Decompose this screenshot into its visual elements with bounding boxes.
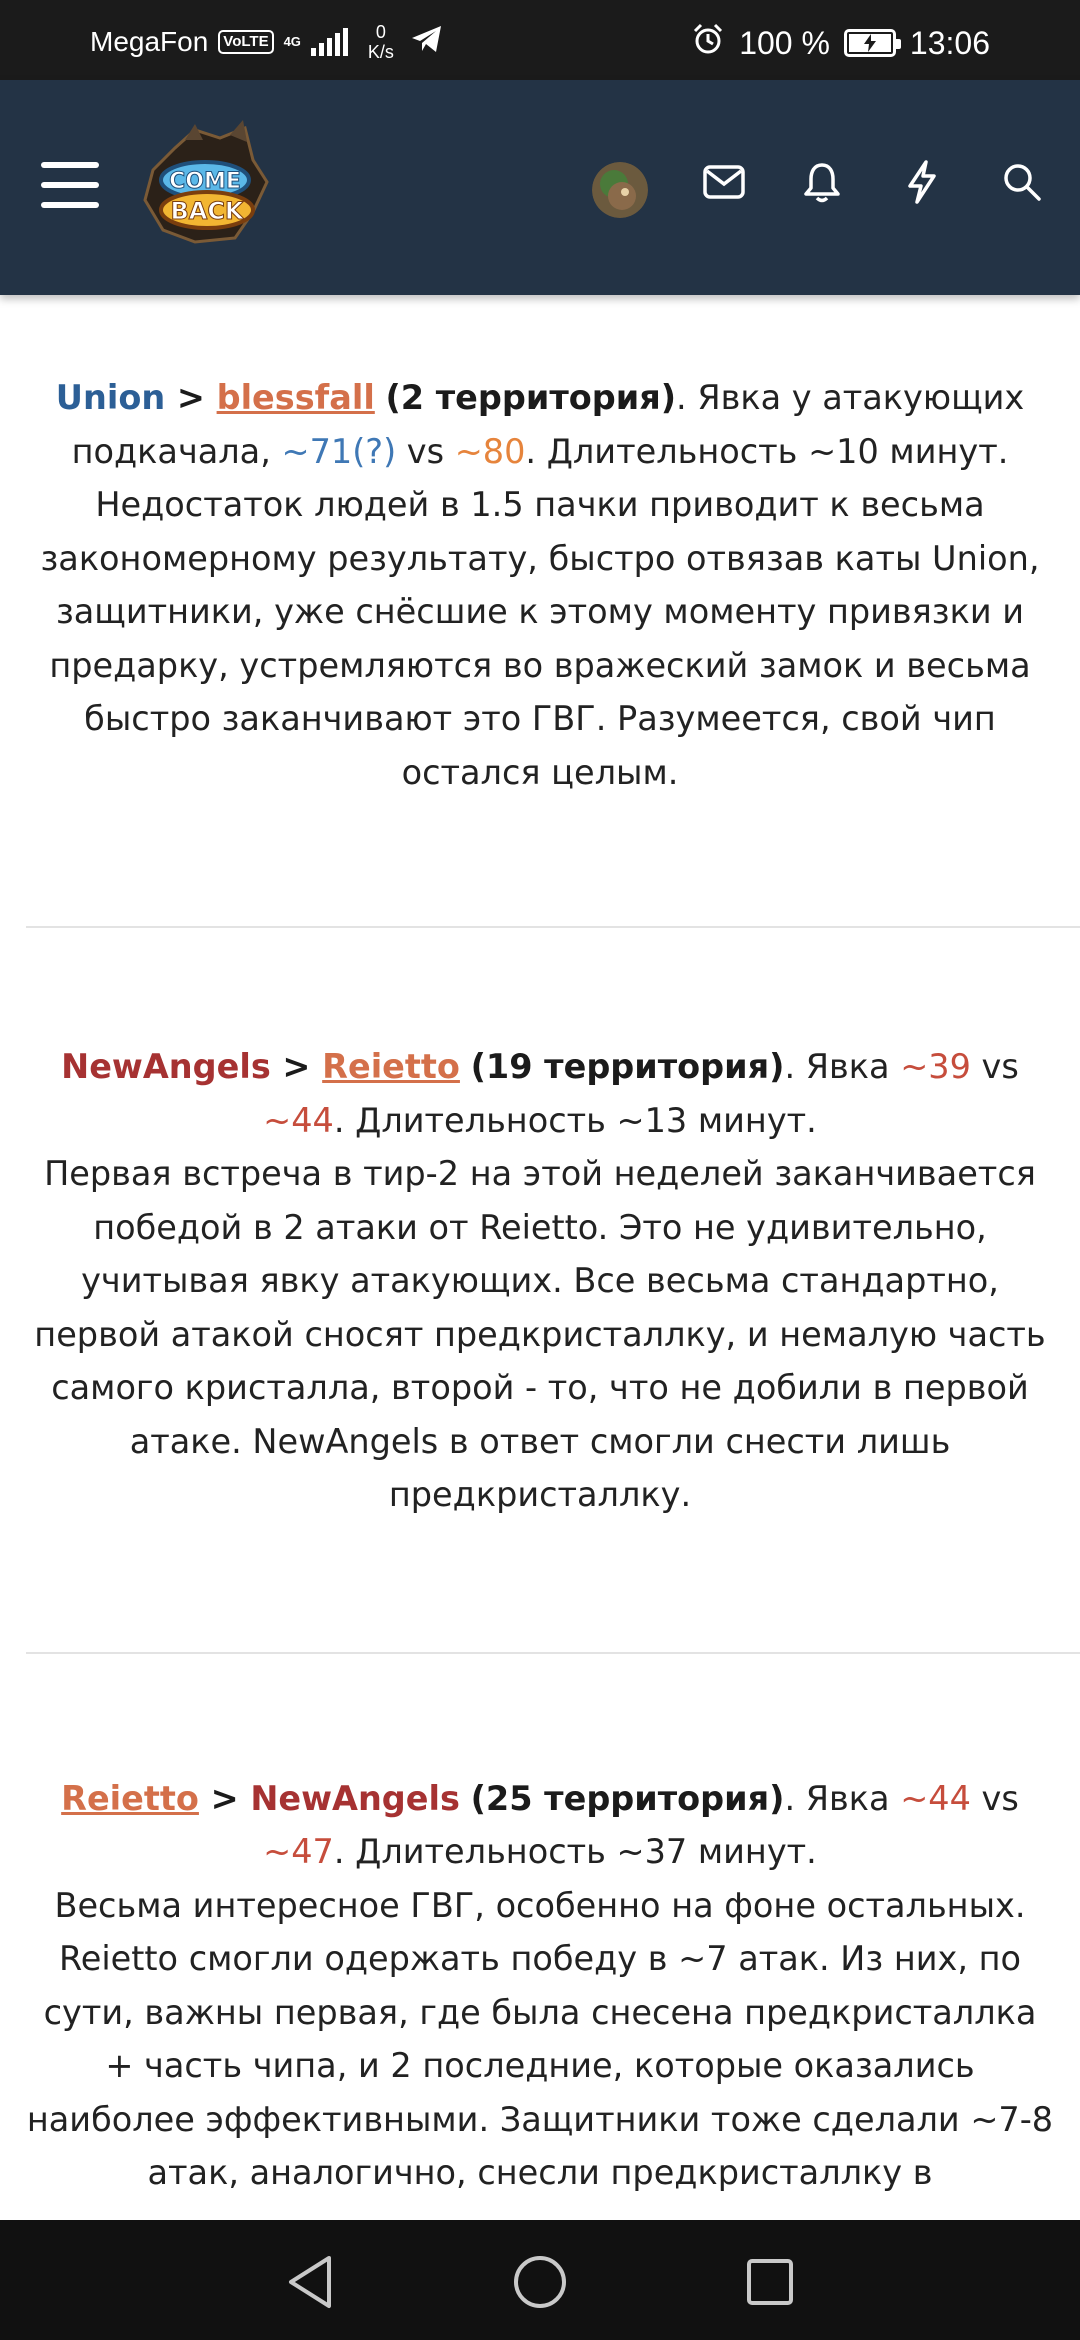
back-icon (285, 2254, 335, 2310)
report-body: Весьма интересное ГВГ, особенно на фоне остальных. Reietto смогли одержать победу в ~7 атак. Из них, по сути, важны первая, где была снесена предкристаллка + часть чипа, и 2 последние, которые оказались наиболее эффективными. Защитники тоже сделали ~7-8 атак, аналогично, снесли предкристаллку в (26, 1885, 1054, 2192)
battery-icon (844, 29, 896, 57)
search-button[interactable] (992, 152, 1052, 212)
back-button[interactable] (278, 2250, 342, 2314)
site-header (0, 80, 1080, 295)
article-content (0, 295, 1080, 2200)
attacker-guild-link[interactable]: Union (55, 378, 166, 417)
gvg-report (0, 1654, 1080, 2200)
defender-guild-link[interactable]: Reietto (322, 1047, 460, 1086)
avatar[interactable] (592, 162, 648, 218)
menu-icon (41, 160, 99, 210)
defender-count: ~47 (263, 1832, 334, 1871)
gvg-report (0, 295, 1080, 799)
territory-label: (19 территория) (470, 1047, 785, 1086)
clock: 13:06 (909, 24, 990, 61)
attacker-guild-link[interactable]: Reietto (61, 1778, 199, 1818)
defender-count: ~44 (263, 1100, 334, 1140)
network-speed (368, 22, 394, 62)
attacker-count: ~39 (900, 1047, 971, 1086)
status-right (691, 22, 990, 64)
alerts-button[interactable] (792, 152, 852, 212)
status-left (90, 22, 444, 62)
result-separator: > (198, 1778, 251, 1818)
intro-text: . Явка (784, 1047, 901, 1086)
vs-text: vs (970, 1778, 1019, 1818)
status-bar (0, 0, 1080, 80)
report-paragraph (26, 371, 1054, 478)
result-separator: > (165, 378, 217, 417)
territory-label: (25 территория) (470, 1778, 785, 1818)
signal-icon (311, 28, 348, 56)
defender-guild-link[interactable]: blessfall (216, 378, 375, 417)
result-separator: > (270, 1047, 323, 1086)
bell-icon (803, 161, 841, 203)
report-paragraph (26, 1772, 1054, 1879)
home-button[interactable] (508, 2250, 572, 2314)
network-type: 4G (283, 34, 301, 49)
search-icon (1002, 162, 1042, 202)
intro-text: . Явка у атакующих подкачала, (71, 378, 1025, 471)
report-paragraph (26, 1040, 1054, 1147)
alarm-icon (691, 22, 725, 64)
defender-guild-link[interactable]: NewAngels (250, 1778, 460, 1818)
inbox-button[interactable] (694, 152, 754, 212)
svg-text:BACK: BACK (170, 197, 244, 225)
menu-button[interactable] (30, 145, 110, 225)
carrier-label: MegaFon (90, 26, 209, 57)
intro-text: . Явка (784, 1778, 901, 1818)
whats-new-button[interactable] (892, 152, 952, 212)
speed-unit: K/s (367, 42, 394, 62)
attacker-guild-link[interactable]: NewAngels (61, 1047, 271, 1086)
defender-count: ~80 (454, 431, 526, 471)
recents-button[interactable] (738, 2250, 802, 2314)
site-logo[interactable] (135, 120, 275, 250)
attacker-count: ~44 (900, 1778, 971, 1818)
report-body: Недостаток людей в 1.5 пачки приводит к весьма закономерному результату, быстро отвязав каты Union, защитники, уже снёсшие к этому моменту привязки и предарку, устремляются во вражеский замок и весьма быстро заканчивают это ГВГ. Разумеется, свой чип остался целым. (40, 485, 1040, 792)
duration-text: . Длительность ~13 минут. (333, 1100, 817, 1140)
vs-text: vs (970, 1047, 1019, 1086)
bolt-icon (906, 160, 938, 204)
battery-percent: 100 % (739, 24, 830, 61)
volte-badge: VoLTE (218, 30, 273, 54)
mail-icon (703, 165, 745, 199)
duration-text: . Длительность ~37 минут. (333, 1832, 817, 1871)
speed-value: 0 (375, 22, 386, 42)
logo-text: COME (169, 169, 241, 194)
recents-icon (745, 2257, 795, 2307)
gvg-report (0, 928, 1080, 1522)
territory-label: (2 территория) (385, 378, 677, 417)
report-body: Первая встреча в тир-2 на этой неделей заканчивается победой в 2 атаки от Reietto. Это не удивительно, учитывая явку атакующих. Все весьма стандартно, первой атакой сносят предкристаллку, и немалую часть самого кристалла, второй - то, что не добили в первой атаке. NewAngels в ответ смогли снести лишь предкристаллку. (34, 1154, 1046, 1514)
system-nav-bar (0, 2220, 1080, 2340)
duration-text: . Длительность ~10 минут. (525, 431, 1009, 471)
attacker-count: ~71(?) (281, 431, 397, 471)
logo-image (135, 120, 275, 250)
telegram-icon (410, 24, 444, 61)
vs-text: vs (396, 431, 455, 471)
home-icon (512, 2254, 568, 2310)
